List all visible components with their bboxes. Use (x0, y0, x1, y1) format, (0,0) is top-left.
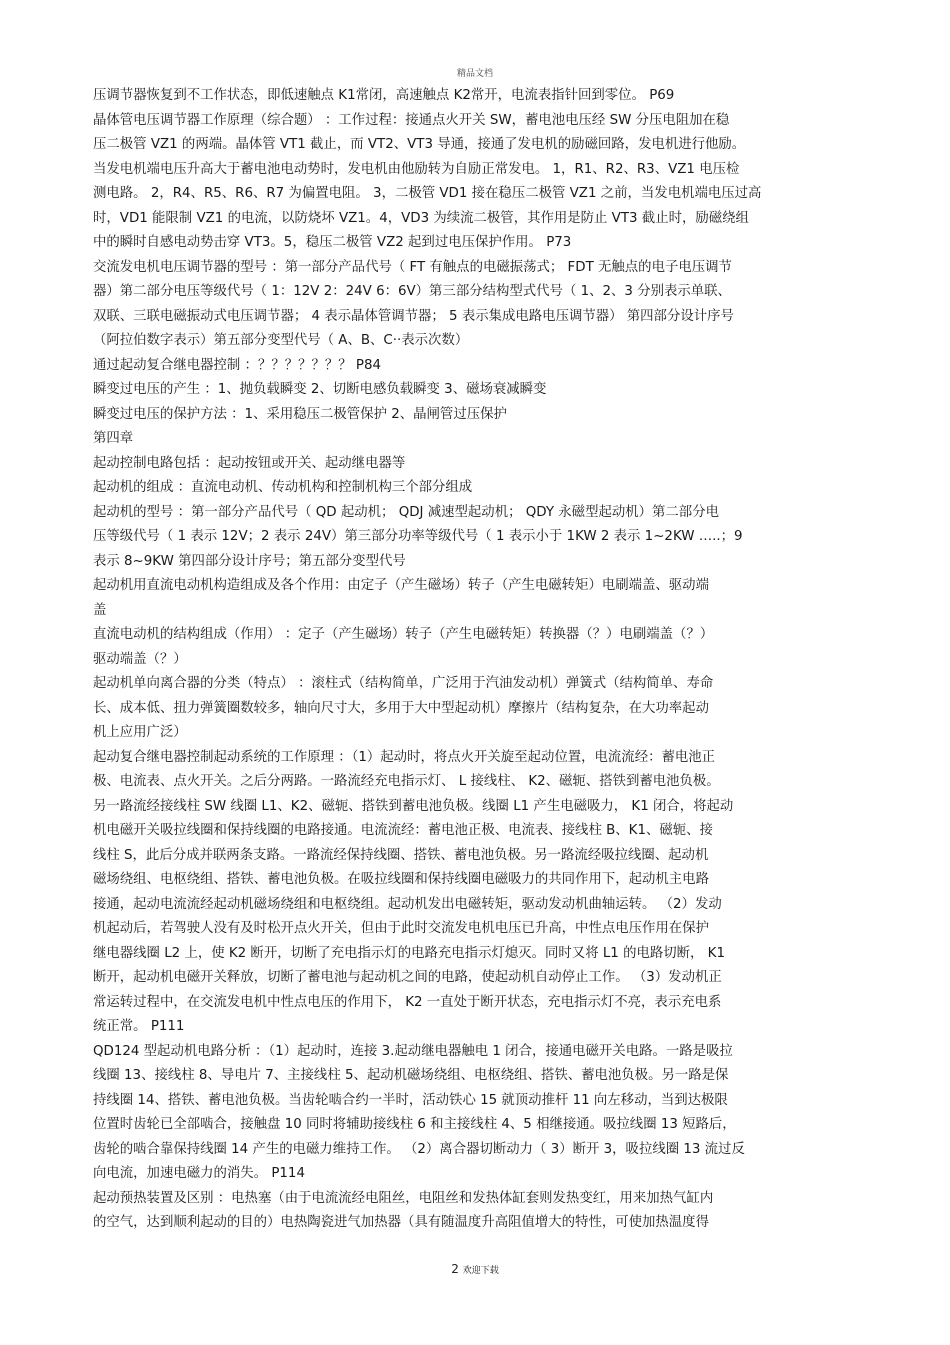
text-line: 另一路流经接线柱 SW 线圈 L1、K2、磁轭、搭铁到蓄电池负极。线圈 L1 产生电磁吸力， K1 闭合，将起动 (93, 798, 734, 814)
text-line: 的空气，达到顺利起动的目的）电热陶瓷进气加热器（具有随温度升高阻值增大的特性，可使加热温度得 (93, 1215, 709, 1230)
text-line: 起动机用直流电动机构造组成及各个作用：由定子（产生磁场）转子（产生电磁转矩）电刷端盖、驱动端 (93, 578, 709, 593)
page-footer (0, 1262, 950, 1276)
text-line: 晶体管电压调节器工作原理（综合题） ：工作过程：接通点火开关 SW，蓄电池电压经 SW 分压电阻加在稳 (93, 112, 730, 128)
text-line: 表示 8~9KW 第四部分设计序号；第五部分变型代号 (93, 553, 406, 569)
text-line: 中的瞬时自感电动势击穿 VT3。5，稳压二极管 VZ2 起到过电压保护作用。 P73 (93, 235, 572, 250)
page-number: 2 (451, 1262, 459, 1276)
text-line: 机上应用广泛） (93, 725, 187, 740)
text-line: 线圈 13、接线柱 8、导电片 7、主接线柱 5、起动机磁场绕组、电枢绕组、搭铁、蓄电池负极。另一路是保 (93, 1068, 729, 1083)
text-line: 起动机的组成 ：直流电动机、传动机构和控制机构三个部分组成 (93, 480, 473, 495)
text-line: 压等级代号（ 1 表示 12V；2 表示 24V）第三部分功率等级代号（ 1 表示小于 1KW 2 表示 1~2KW …..；9 (93, 529, 743, 544)
text-line: 时，VD1 能限制 VZ1 的电流，以防烧坏 VZ1。4，VD3 为续流二极管，其作用是防止 VT3 截止时，励磁绕组 (93, 210, 749, 226)
text-line: 起动机的型号 ：第一部分产品代号（ QD 起动机； QDJ 减速型起动机； QDY 永磁型起动机）第二部分电 (93, 504, 719, 520)
footer-note: 欢迎下载 (462, 1266, 499, 1276)
text-line: 长、成本低、扭力弹簧圈数较多，轴向尺寸大，多用于大中型起动机）摩擦片（结构复杂，在大功率起动 (93, 700, 709, 716)
text-line: 齿轮的啮合靠保持线圈 14 产生的电磁力维持工作。 （2）离合器切断动力（ 3）断开 3，吸拉线圈 13 流过反 (93, 1141, 745, 1157)
text-line: （阿拉伯数字表示）第五部分变型代号（ A、B、C··表示次数） (93, 333, 469, 348)
text-line: 起动控制电路包括 ：起动按钮或开关、起动继电器等 (93, 455, 406, 471)
document-body (93, 84, 873, 1236)
text-line: 压调节器恢复到不工作状态，即低速触点 K1常闭，高速触点 K2常开，电流表指针回到零位。 P69 (93, 88, 675, 103)
text-line: 驱动端盖（？） (93, 651, 187, 667)
text-line: 通过起动复合继电器控制 ：？？？？？？？ P84 (93, 357, 382, 373)
text-line: 直流电动机的结构组成（作用） ：定子（产生磁场）转子（产生电磁转矩）转换器（？）电刷端盖（？） (93, 627, 714, 642)
text-line: 极、电流表、点火开关。之后分两路。一路流经充电指示灯、 L 接线柱、 K2、磁轭、搭铁到蓄电池负极。 (93, 774, 720, 789)
text-line: 瞬变过电压的保护方法 ：1、采用稳压二极管保护 2、晶闸管过压保护 (93, 406, 507, 422)
page-header: 精品文档 (456, 69, 493, 79)
text-line: QD124 型起动机电路分析 ：（1）起动时，连接 3.起动继电器触电 1 闭合，接通电磁开关电路。一路是吸拉 (93, 1043, 733, 1059)
text-line: 机电磁开关吸拉线圈和保持线圈的电路接通。电流流经：蓄电池正极、电流表、接线柱 B、K1、磁轭、接 (93, 823, 713, 838)
text-line: 起动预热装置及区别 ：电热塞（由于电流流经电阻丝，电阻丝和发热体缸套则发热变红，用来加热气缸内 (93, 1190, 714, 1206)
text-line: 位置时齿轮已全部啮合，接触盘 10 同时将辅助接线柱 6 和主接线柱 4、5 相继接通。吸拉线圈 13 短路后， (93, 1117, 736, 1132)
text-line: 双联、三联电磁振动式电压调节器； 4 表示晶体管调节器； 5 表示集成电路电压调节器） 第四部分设计序号 (93, 308, 734, 324)
text-line: 瞬变过电压的产生 ：1、抛负载瞬变 2、切断电感负载瞬变 3、磁场衰减瞬变 (93, 382, 547, 397)
text-line: 常运转过程中，在交流发电机中性点电压的作用下， K2 一直处于断开状态，充电指示灯不亮，表示充电系 (93, 994, 722, 1010)
text-line: 机起动后，若驾驶人没有及时松开点火开关，但由于此时交流发电机电压已升高，中性点电压作用在保护 (93, 921, 709, 936)
text-line: 起动复合继电器控制起动系统的工作原理 ：（1）起动时，将点火开关旋至起动位置，电流流经：蓄电池正 (93, 749, 716, 765)
text-line: 交流发电机电压调节器的型号 ：第一部分产品代号（ FT 有触点的电磁振荡式； FDT 无触点的电子电压调节 (93, 259, 732, 275)
text-line: 器）第二部分电压等级代号（ 1：12V 2：24V 6：6V）第三部分结构型式代号（ 1、2、3 分别表示单联、 (93, 284, 731, 299)
text-line: 测电路。 2，R4、R5、R6、R7 为偏置电阻。 3，二极管 VD1 接在稳压二极管 VZ1 之前，当发电机端电压过高 (93, 186, 762, 201)
text-line: 磁场绕组、电枢绕组、搭铁、蓄电池负极。在吸拉线圈和保持线圈电磁吸力的共同作用下，起动机主电路 (93, 872, 709, 887)
text-line: 当发电机端电压升高大于蓄电池电动势时，发电机由他励转为自励正常发电。 1，R1、R2、R3、VZ1 电压检 (93, 161, 740, 177)
text-line: 断开，起动机电磁开关释放，切断了蓄电池与起动机之间的电路，使起动机自动停止工作。 （3）发动机正 (93, 970, 722, 985)
text-line: 盖 (93, 602, 107, 618)
text-line: 向电流，加速电磁力的消失。 P114 (93, 1166, 305, 1181)
text-line: 接通，起动电流流经起动机磁场绕组和电枢绕组。起动机发出电磁转矩，驱动发动机曲轴运转。 （2）发动 (93, 896, 722, 912)
text-line: 第四章 (93, 431, 134, 446)
text-line: 线柱 S，此后分成并联两条支路。一路流经保持线圈、搭铁、蓄电池负极。另一路流经吸拉线圈、起动机 (93, 847, 709, 863)
text-line: 统正常。 P111 (93, 1019, 185, 1034)
text-line: 持线圈 14、搭铁、蓄电池负极。当齿轮啮合约一半时，活动铁心 15 就顶动推杆 11 向左移动，当到达极限 (93, 1092, 728, 1108)
text-line: 继电器线圈 L2 上，使 K2 断开，切断了充电指示灯的电路充电指示灯熄灭。同时又将 L1 的电路切断， K1 (93, 945, 725, 961)
text-line: 起动机单向离合器的分类（特点） ：滚柱式（结构简单，广泛用于汽油发动机）弹簧式（结构简单、寿命 (93, 676, 714, 691)
text-line: 压二极管 VZ1 的两端。晶体管 VT1 截止，而 VT2、VT3 导通，接通了发电机的励磁回路，发电机进行他励。 (93, 137, 746, 152)
